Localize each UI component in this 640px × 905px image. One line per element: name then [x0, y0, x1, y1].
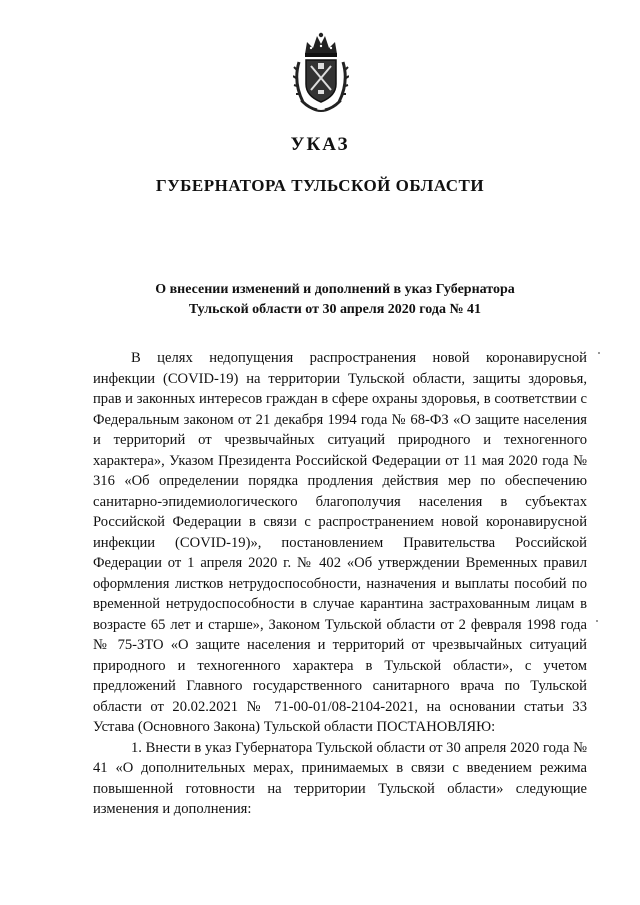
scan-speck: [596, 620, 598, 622]
scan-speck: [598, 352, 600, 354]
issuer-title: ГУБЕРНАТОРА ТУЛЬСКОЙ ОБЛАСТИ: [155, 176, 485, 195]
document-body: [93, 348, 587, 820]
tula-coat-of-arms-icon: [293, 32, 349, 114]
subject-line-2: Тульской области от 30 апреля 2020 года № 41: [188, 302, 482, 317]
item-1-paragraph: 1. Внести в указ Губернатора Тульской области от 30 апреля 2020 года № 41 «О дополнительных мерах, принимаемых в связи с введением режима повышенной готовности на территории Тульской области» следующие изменения и дополнения:: [93, 739, 587, 817]
document-subject: [120, 280, 550, 320]
preamble-paragraph: В целях недопущения распространения новой коронавирусной инфекции (COVID-19) на территории Тульской области, защиты здоровья, прав и законных интересов граждан в сфере охраны здоровья, в соответствии с Федеральным законом от 21 декабря 1994 года № 68-ФЗ «О защите населения и территорий от чрезвычайных ситуаций природного и техногенного характера», Указом Президента Российской Федерации от 11 мая 2020 года № 316 «Об определении порядка продления действия мер по обеспечению санитарно-эпидемиологического благополучия населения в субъектах Российской Федерации в связи с распространением новой коронавирусной инфекции (COVID-19)», постановлением Правительства Российской Федерации от 1 апреля 2020 г. № 402 «Об утверждении Временных правил оформления листков нетрудоспособности, назначения и выплаты пособий по временной нетрудоспособности в случае карантина застрахованным лицам в возрасте 65 лет и старше», Законом Тульской области от 2 февраля 1998 года № 75-ЗТО «О защите населения и территорий от чрезвычайных ситуаций природного и техногенного характера в Тульской области», с учетом предложений Главного государственного санитарного врача по Тульской области от 20.02.2021 № 71-00-01/08-2104-2021, на основании статьи 33 Устава (Основного Закона) Тульской области ПОСТАНОВЛЯЮ:: [93, 350, 587, 735]
subject-line-1: О внесении изменений и дополнений в указ Губернатора: [155, 282, 515, 297]
document-type-title: УКАЗ: [290, 134, 350, 155]
